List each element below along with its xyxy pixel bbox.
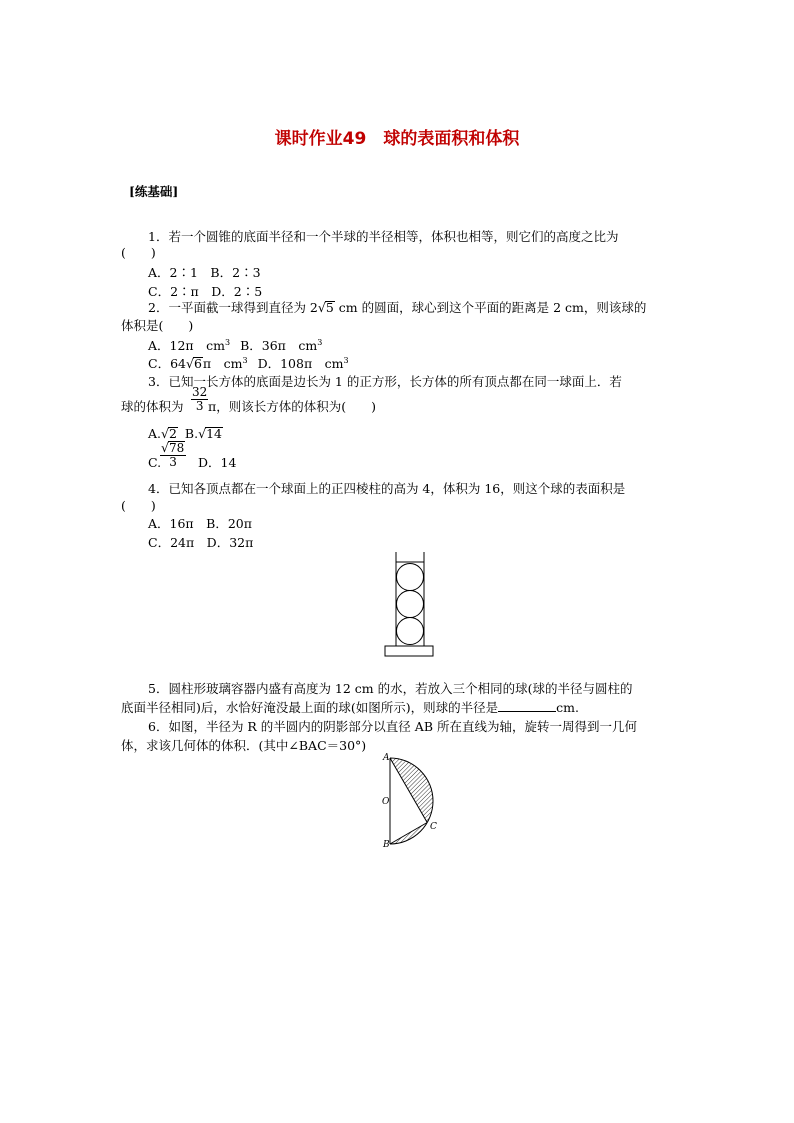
- q3-fraction: [191, 386, 208, 413]
- q6-stem-line2: 体，求该几何体的体积．(其中∠BAC＝30°): [121, 738, 367, 753]
- q3-option-a: A.: [148, 426, 162, 441]
- sqrt-sign: √: [185, 356, 194, 371]
- ball-middle: [397, 591, 424, 618]
- q2-stem-post: cm 的圆面，球心到这个平面的距离是 2 cm，则该球的: [334, 300, 647, 315]
- sqrt-sign: √: [198, 426, 207, 441]
- q4-options-ab: A．16π B．20π: [148, 516, 252, 531]
- cylinder-base: [385, 646, 433, 656]
- q3-stem-pre: 球的体积为: [121, 399, 184, 414]
- q3-option-c-radicand: 78: [168, 441, 185, 455]
- q1-stem: 1．若一个圆锥的底面半径和一个半球的半径相等，体积也相等，则它们的高度之比为: [148, 229, 619, 244]
- q3-option-c-den: 3: [169, 455, 177, 469]
- q5-stem-line2-post: cm.: [556, 700, 579, 715]
- q1-options-ab: A．2∶1 B．2∶3: [148, 265, 261, 280]
- q4-options-cd: C．24π D．32π: [148, 535, 254, 550]
- q2-stem-line2: 体积是( ): [121, 318, 194, 333]
- ball-top: [397, 564, 424, 591]
- q3-option-b-radicand: 14: [206, 426, 222, 441]
- q3-option-c-num: [160, 441, 186, 456]
- q2-exp-d: 3: [343, 356, 349, 365]
- q2-option-d: D．108π cm: [257, 356, 344, 371]
- q2-radicand: 5: [325, 300, 334, 315]
- q2-options-cd: [148, 356, 349, 371]
- q2-option-a: A．12π cm: [148, 338, 226, 353]
- q2-option-c-post: π cm: [202, 356, 243, 371]
- shaded-segment-upper: [390, 758, 433, 823]
- q2-options-ab: [148, 338, 322, 353]
- label-b: B: [383, 840, 390, 850]
- q3-option-c-label: C.: [148, 455, 162, 470]
- q6-stem: 6．如图，半径为 R 的半圆内的阴影部分以直径 AB 所在直线为轴，旋转一周得到一几何: [148, 719, 637, 734]
- q3-option-b: B.: [184, 426, 199, 441]
- q3-stem: 3．已知一长方体的底面是边长为 1 的正方形，长方体的所有顶点都在同一球面上．若: [148, 374, 622, 389]
- label-a: A: [383, 753, 390, 763]
- q3-stem-post: π，则该长方体的体积为( ): [208, 399, 376, 414]
- q2-stem-pre: 2．一平面截一球得到直径为 2: [148, 300, 318, 315]
- q2-exp-a: 3: [225, 338, 231, 347]
- q3-frac-den: 3: [195, 399, 204, 413]
- q4-paren: ( ): [121, 498, 156, 513]
- semicircle-figure: [374, 750, 454, 850]
- q4-stem: 4．已知各顶点都在一个球面上的正四棱柱的高为 4，体积为 16，则这个球的表面积是: [148, 481, 626, 496]
- label-c: C: [430, 822, 437, 832]
- cylinder-balls-figure: [384, 550, 434, 658]
- q1-options-cd: C．2∶π D．2∶5: [148, 284, 263, 299]
- q2-option-b: B．36π cm: [240, 338, 318, 353]
- sqrt-sign: √: [317, 300, 326, 315]
- q1-paren: ( ): [121, 245, 156, 260]
- chord-bc: [390, 823, 427, 845]
- q2-exp-b: 3: [317, 338, 323, 347]
- q3-option-a-radicand: 2: [168, 426, 177, 441]
- answer-blank: [498, 700, 556, 712]
- q2-stem: [148, 300, 646, 315]
- q3-option-c-fraction: [160, 441, 186, 469]
- q5-stem-line2-pre: 底面半径相同)后，水恰好淹没最上面的球(如图所示)，则球的半径是: [121, 700, 499, 715]
- q3-options-ab: [148, 426, 223, 441]
- q5-stem-line2: [121, 700, 579, 715]
- q2-option-c-pre: C．64: [148, 356, 186, 371]
- q5-stem: 5．圆柱形玻璃容器内盛有高度为 12 cm 的水，若放入三个相同的球(球的半径与圆柱的: [148, 681, 633, 696]
- ball-bottom: [397, 618, 424, 645]
- q3-frac-num: 32: [192, 385, 208, 399]
- section-heading: [练基础]: [129, 184, 179, 199]
- q3-option-d: D．14: [198, 455, 237, 470]
- sqrt-sign: √: [161, 440, 169, 455]
- page-title: 课时作业49 球的表面积和体积: [274, 129, 520, 149]
- q2-option-c-radicand: 6: [193, 356, 202, 371]
- label-o: O: [382, 797, 390, 807]
- sqrt-sign: √: [161, 426, 169, 441]
- q2-exp-c: 3: [242, 356, 248, 365]
